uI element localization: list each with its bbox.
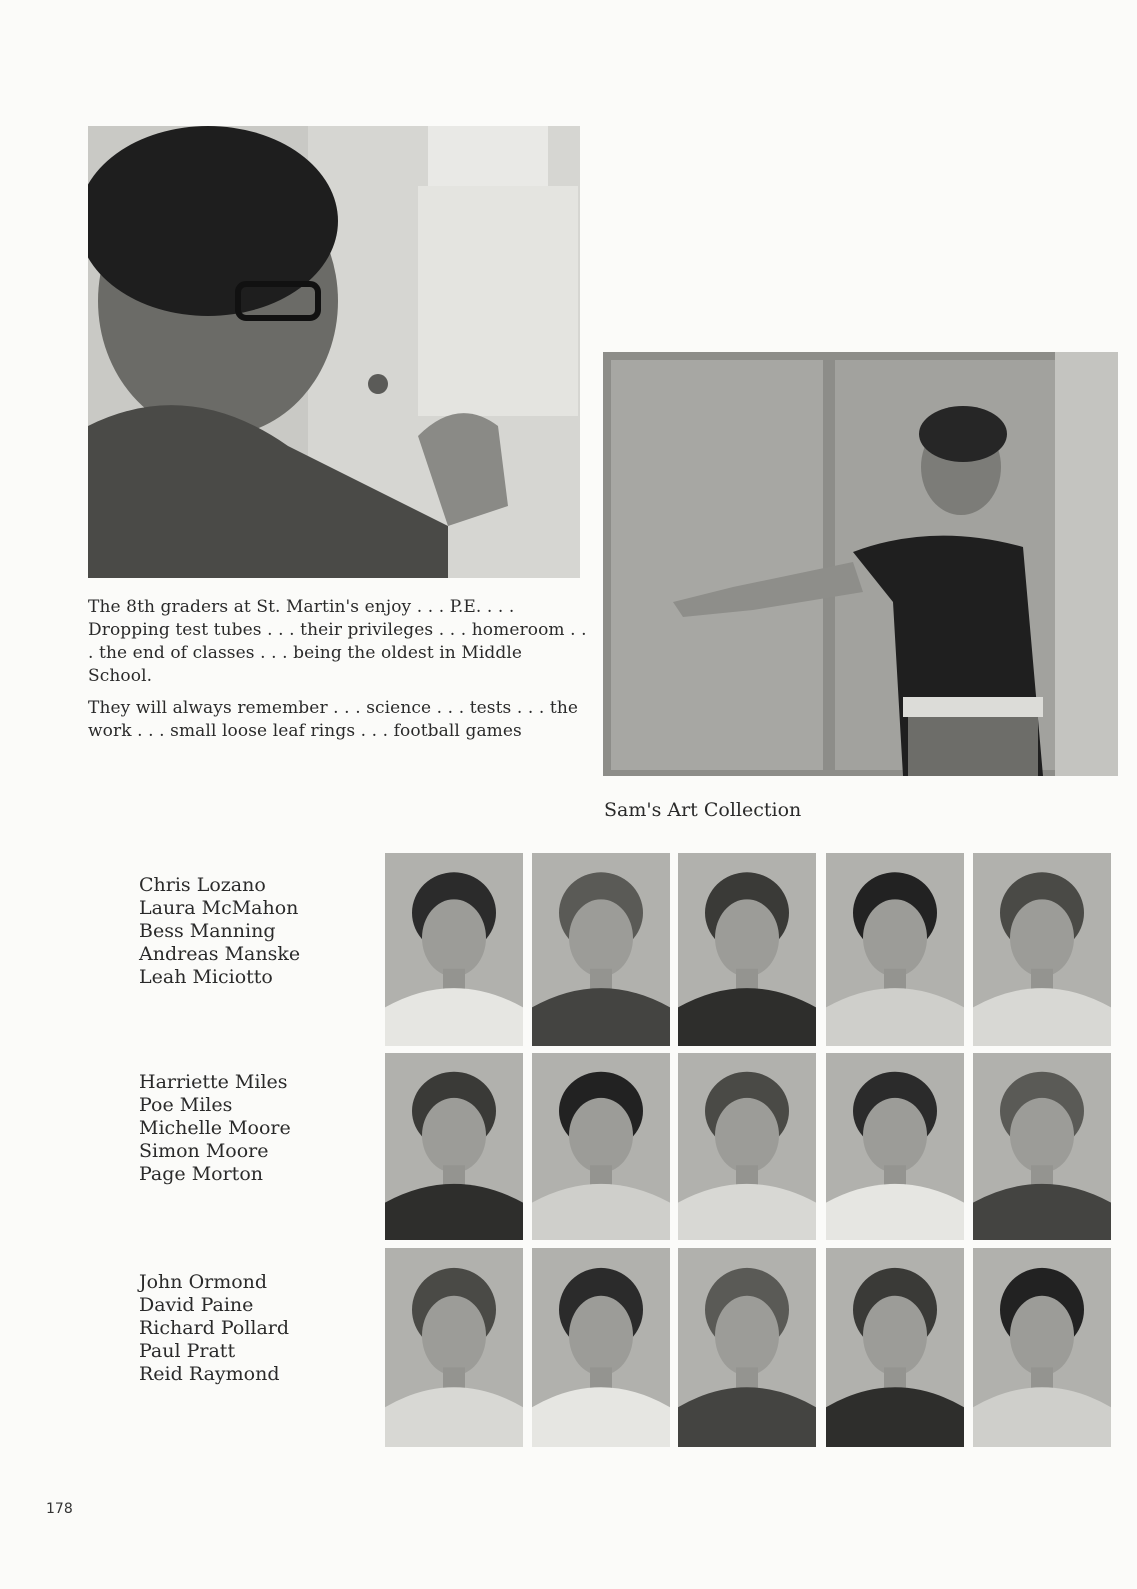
student-portrait	[973, 853, 1111, 1046]
photo-caption	[88, 596, 588, 752]
student-portrait	[973, 1053, 1111, 1240]
student-portrait	[678, 853, 816, 1046]
student-portrait	[826, 853, 964, 1046]
student-name: Reid Raymond	[139, 1363, 280, 1385]
student-name: Page Morton	[139, 1163, 263, 1185]
page-number: 178	[46, 1501, 73, 1517]
student-portrait	[973, 1248, 1111, 1447]
student-portrait	[678, 1053, 816, 1240]
student-portrait	[385, 1053, 523, 1240]
student-name: Michelle Moore	[139, 1117, 291, 1139]
student-portrait	[532, 1053, 670, 1240]
student-name: Chris Lozano	[139, 874, 266, 896]
student-name: Poe Miles	[139, 1094, 233, 1116]
student-portrait	[532, 1248, 670, 1447]
caption-paragraph-2: They will always remember . . . science . . . tests . . . the work . . . small loose leaf rings . . . football games	[88, 698, 579, 741]
side-photo-caption: Sam's Art Collection	[604, 799, 802, 821]
student-name: Andreas Manske	[139, 943, 301, 965]
student-name: Bess Manning	[139, 920, 276, 942]
student-name: David Paine	[139, 1294, 254, 1316]
student-name: Paul Pratt	[139, 1340, 236, 1362]
student-portrait	[678, 1248, 816, 1447]
student-name: John Ormond	[139, 1271, 268, 1293]
student-name: Leah Miciotto	[139, 966, 273, 988]
student-portrait	[385, 1248, 523, 1447]
student-portrait	[826, 1053, 964, 1240]
student-name: Simon Moore	[139, 1140, 269, 1162]
caption-paragraph-1: The 8th graders at St. Martin's enjoy . . . P.E. . . . Dropping test tubes . . . their privileges . . . homeroom . . . the end of classes . . . being the oldest in Middle School.	[88, 597, 587, 686]
photo-student-pointing-at-locker	[88, 126, 580, 578]
names-list-row-2	[139, 1071, 369, 1186]
student-name: Harriette Miles	[139, 1071, 288, 1093]
student-name: Richard Pollard	[139, 1317, 290, 1339]
student-name: Laura McMahon	[139, 897, 299, 919]
student-portrait	[385, 853, 523, 1046]
photo-sams-art-collection	[603, 352, 1118, 776]
student-portrait	[532, 853, 670, 1046]
student-portrait	[826, 1248, 964, 1447]
names-list-row-1	[139, 874, 369, 989]
names-list-row-3	[139, 1271, 369, 1386]
